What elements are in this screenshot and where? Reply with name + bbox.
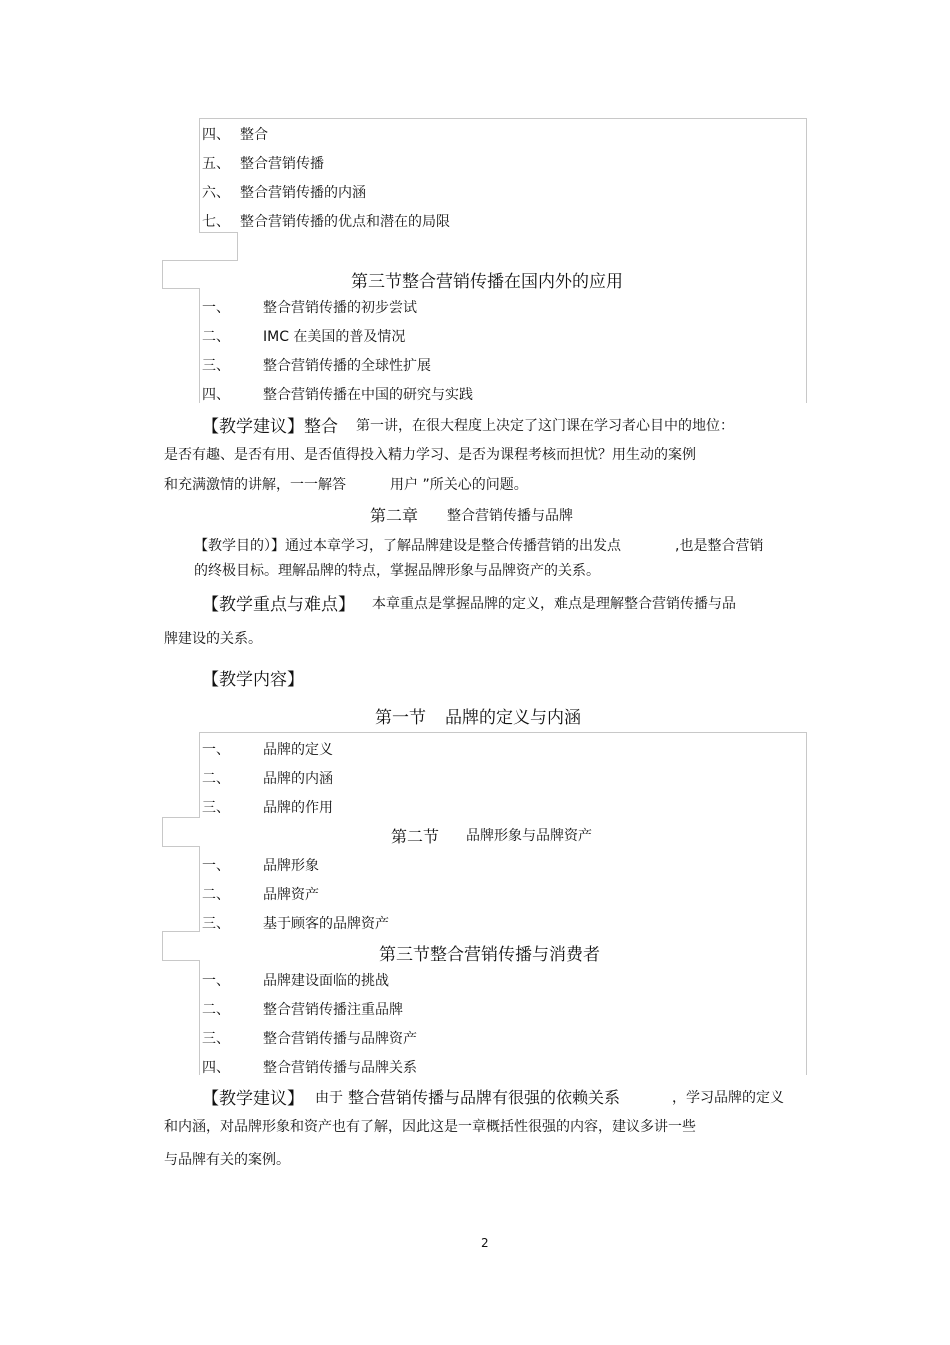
advice-text: 由于 (315, 1090, 343, 1106)
purpose-text: 【教学目的）】通过本章学习，了解品牌建设是整合传播营销的出发点 (194, 538, 621, 554)
frame-line (199, 118, 200, 233)
item-number: 五、 (202, 156, 230, 172)
item-text: 品牌形象 (263, 858, 319, 874)
section-label: 第一节 (375, 708, 426, 728)
item-text: 整合营销传播与品牌关系 (263, 1060, 417, 1076)
section-label: 第二节 (391, 827, 440, 846)
frame-line (162, 260, 163, 289)
item-text: 品牌建设面临的挑战 (263, 973, 389, 989)
advice-text: 是否有趣、是否有用、是否值得投入精力学习、是否为课程考核而担忧？用生动的案例 (164, 447, 696, 463)
frame-line (162, 931, 163, 961)
item-text: IMC 在美国的普及情况 (263, 329, 406, 345)
frame-line (199, 960, 200, 1075)
advice-text: 整合营销传播与品牌有很强的依赖关系 (348, 1088, 621, 1107)
item-text: 整合营销传播在中国的研究与实践 (263, 387, 473, 403)
item-number: 三、 (202, 358, 230, 374)
item-number: 一、 (202, 858, 230, 874)
frame-line (162, 817, 200, 818)
item-number: 四、 (202, 1060, 230, 1076)
frame-line (199, 288, 200, 403)
keypoints-text: 牌建设的关系。 (164, 631, 262, 647)
item-text: 基于顾客的品牌资产 (263, 916, 389, 932)
frame-line (200, 732, 807, 733)
frame-line (162, 931, 200, 932)
advice-text: 和内涵，对品牌形象和资产也有了解，因此这是一章概括性很强的内容，建议多讲一些 (164, 1119, 696, 1135)
frame-line (162, 288, 200, 289)
frame-line (199, 846, 200, 932)
item-number: 一、 (202, 300, 230, 316)
advice-text: 用户 ”所关心的问题。 (390, 477, 528, 493)
chapter-title: 整合营销传播与品牌 (447, 508, 573, 524)
page-number: 2 (481, 1236, 489, 1250)
item-number: 一、 (202, 973, 230, 989)
frame-line (199, 732, 200, 818)
chapter-label: 第二章 (370, 506, 419, 525)
item-number: 二、 (202, 329, 230, 345)
frame-line (162, 960, 200, 961)
frame-line (199, 232, 238, 233)
item-number: 一、 (202, 742, 230, 758)
advice-text: 与品牌有关的案例。 (164, 1152, 290, 1168)
advice-text: 和充满激情的讲解，一一解答 (164, 477, 346, 493)
frame-line (237, 232, 238, 261)
item-text: 整合营销传播注重品牌 (263, 1002, 403, 1018)
item-number: 四、 (202, 127, 230, 143)
purpose-text: 的终极目标。理解品牌的特点，掌握品牌形象与品牌资产的关系。 (194, 563, 600, 579)
frame-line (806, 118, 807, 403)
keypoints-label: 【教学重点与难点】 (202, 595, 355, 615)
content-label: 【教学内容】 (202, 670, 304, 690)
frame-line (806, 732, 807, 1075)
advice-text: 第一讲，在很大程度上决定了这门课在学习者心目中的地位： (356, 418, 734, 434)
keypoints-text: 本章重点是掌握品牌的定义，难点是理解整合营销传播与品 (372, 596, 736, 612)
item-number: 二、 (202, 771, 230, 787)
item-text: 品牌的定义 (263, 742, 333, 758)
item-text: 整合 (240, 127, 268, 143)
item-number: 二、 (202, 887, 230, 903)
item-text: 整合营销传播的初步尝试 (263, 300, 417, 316)
section-title: 品牌的定义与内涵 (445, 708, 581, 728)
item-number: 三、 (202, 916, 230, 932)
section-title: 品牌形象与品牌资产 (466, 828, 592, 844)
purpose-text: ,也是整合营销 (675, 538, 764, 554)
item-number: 四、 (202, 387, 230, 403)
frame-line (200, 118, 807, 119)
section-title: 第三节整合营销传播与消费者 (379, 945, 600, 965)
item-number: 三、 (202, 800, 230, 816)
item-text: 品牌的作用 (263, 800, 333, 816)
item-number: 七、 (202, 214, 230, 230)
item-text: 整合营销传播的内涵 (240, 185, 366, 201)
frame-line (162, 817, 163, 847)
item-text: 品牌的内涵 (263, 771, 333, 787)
item-number: 三、 (202, 1031, 230, 1047)
item-text: 品牌资产 (263, 887, 319, 903)
item-text: 整合营销传播的全球性扩展 (263, 358, 431, 374)
item-text: 整合营销传播的优点和潜在的局限 (240, 214, 450, 230)
item-text: 整合营销传播与品牌资产 (263, 1031, 417, 1047)
advice-text: ，学习品牌的定义 (672, 1090, 784, 1106)
item-number: 六、 (202, 185, 230, 201)
section-title: 第三节整合营销传播在国内外的应用 (351, 272, 623, 292)
frame-line (162, 260, 238, 261)
advice-label: 【教学建议】整合 (202, 417, 338, 437)
item-text: 整合营销传播 (240, 156, 324, 172)
frame-line (162, 846, 200, 847)
advice-label: 【教学建议】 (202, 1089, 304, 1109)
item-number: 二、 (202, 1002, 230, 1018)
